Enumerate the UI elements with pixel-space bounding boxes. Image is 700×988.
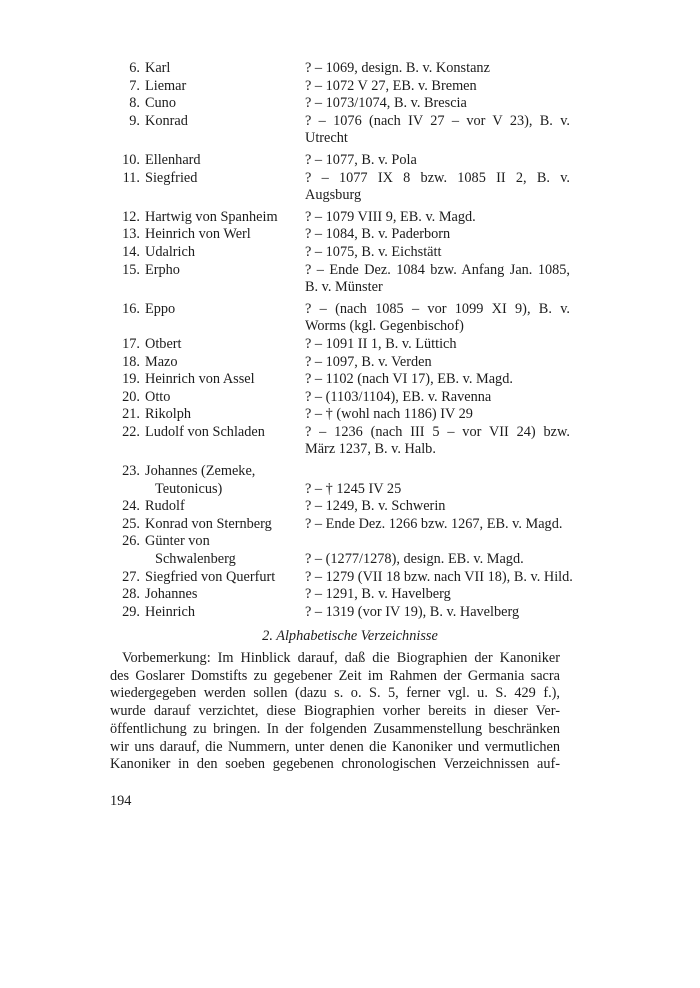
canon-entry (110, 60, 570, 78)
entry-name-line: Rudolf (145, 498, 185, 515)
entry-detail (305, 244, 570, 262)
entry-detail (305, 481, 570, 499)
canon-entry (110, 152, 570, 170)
entry-name (145, 244, 305, 262)
entry-detail-line: ? – † (wohl nach 1186) IV 29 (305, 406, 473, 423)
entry-name-line: Rikolph (145, 406, 192, 423)
canon-entry (110, 586, 570, 604)
entry-name (145, 533, 305, 568)
entry-number: 21. (122, 406, 140, 423)
entry-detail-line: Worms (kgl. Gegenbischof) (305, 318, 464, 335)
entry-detail-line: ? – Ende Dez. 1266 bzw. 1267, EB. v. Magd. (305, 515, 563, 532)
entry-name-line: Liemar (145, 77, 187, 94)
entry-detail (305, 170, 570, 205)
entry-name (145, 569, 305, 587)
entry-name (145, 209, 305, 227)
entry-number: 22. (122, 423, 140, 440)
entry-detail (305, 568, 573, 587)
entry-detail (305, 424, 570, 459)
entry-detail (305, 354, 570, 372)
entry-detail (305, 301, 570, 336)
entry-name (145, 152, 305, 170)
entry-detail-line: ? – 1084, B. v. Paderborn (305, 226, 451, 243)
entry-name (145, 226, 305, 244)
entry-detail-line: März 1237, B. v. Halb. (305, 441, 436, 458)
entry-detail-line: ? – 1291, B. v. Havelberg (305, 586, 451, 603)
entry-name-line: Mazo (145, 353, 178, 370)
entry-number: 6. (129, 60, 140, 76)
entry-detail (305, 262, 570, 297)
entry-detail-line: ? – 1279 (VII 18 bzw. nach VII 18), B. v. Hild. (305, 568, 573, 585)
entry-name (145, 170, 305, 188)
entry-detail-line: ? – (nach 1085 – vor 1099 XI 9), B. v. (305, 300, 570, 317)
entry-detail-line: ? – 1076 (nach IV 27 – vor V 23), B. v. (305, 112, 570, 129)
paragraph-line: öffentlichung zu bringen. In der folgenden Zusammenstellung beschränken (110, 720, 560, 737)
entry-number: 19. (122, 371, 140, 388)
entry-detail-line: ? – † 1245 IV 25 (305, 480, 402, 497)
entry-detail-line: ? – 1075, B. v. Eichstätt (305, 243, 442, 260)
entry-name (145, 463, 305, 498)
entry-detail (305, 152, 570, 170)
page-number: 194 (110, 793, 132, 809)
canon-entry (110, 389, 570, 407)
entry-number: 13. (122, 226, 140, 243)
entry-number: 20. (122, 388, 140, 405)
entry-detail-line: Utrecht (305, 130, 348, 147)
entry-name-line: Otbert (145, 335, 182, 352)
entry-name (145, 78, 305, 96)
entry-detail (305, 60, 570, 78)
entry-detail (305, 604, 570, 622)
canon-entry (110, 371, 570, 389)
entry-detail-line: ? – 1072 V 27, EB. v. Bremen (305, 77, 477, 94)
entry-detail (305, 78, 570, 96)
canon-entry (110, 113, 570, 148)
entry-name (145, 95, 305, 113)
entry-name-line: Heinrich (145, 603, 196, 620)
entry-name-line: Heinrich von Assel (145, 371, 255, 388)
canon-entry (110, 604, 570, 622)
entry-name-line: Siegfried von Querfurt (145, 568, 276, 585)
entry-detail-line: ? – 1102 (nach VI 17), EB. v. Magd. (305, 371, 513, 388)
entry-name-line: Erpho (145, 261, 180, 278)
entry-detail (305, 336, 570, 354)
entry-number: 14. (122, 243, 140, 260)
entry-detail (305, 389, 570, 407)
entry-name (145, 301, 305, 319)
entry-number: 8. (129, 95, 140, 112)
canon-entry (110, 336, 570, 354)
canon-entry (110, 78, 570, 96)
entry-name (145, 389, 305, 407)
entry-name-line: Otto (145, 388, 171, 405)
canon-entry (110, 226, 570, 244)
entry-name-line: Karl (145, 60, 171, 76)
entry-detail (305, 406, 570, 424)
entry-name-line: Siegfried (145, 169, 198, 186)
entry-number: 17. (122, 335, 140, 352)
canon-entry (110, 424, 570, 459)
entry-name-line: Eppo (145, 300, 176, 317)
entry-number: 25. (122, 515, 140, 532)
entry-name-line: Udalrich (145, 243, 196, 260)
entry-detail-line: ? – 1236 (nach III 5 – vor VII 24) bzw. (305, 423, 570, 440)
preliminary-remark-paragraph (110, 650, 560, 774)
entry-detail-line: ? – (1103/1104), EB. v. Ravenna (305, 388, 492, 405)
entry-detail (305, 516, 570, 534)
entry-name-line: Ludolf von Schladen (145, 423, 265, 440)
entry-detail-line: ? – 1079 VIII 9, EB. v. Magd. (305, 208, 476, 225)
entry-name (145, 424, 305, 442)
entry-number: 24. (122, 498, 140, 515)
entry-number: 29. (122, 603, 140, 620)
entry-name-line: Johannes (Zemeke, (145, 463, 256, 480)
canon-entry (110, 498, 570, 516)
paragraph-line: Vorbemerkung: Im Hinblick darauf, daß die Biographien der Kanoniker (122, 650, 560, 666)
entry-detail (305, 113, 570, 148)
entry-name-line: Johannes (145, 586, 198, 603)
entry-number: 12. (122, 208, 140, 225)
entry-detail (305, 498, 570, 516)
canon-entry (110, 516, 570, 534)
entry-name (145, 60, 305, 78)
entry-detail-line: ? – 1077 IX 8 bzw. 1085 II 2, B. v. (305, 169, 570, 186)
entry-number: 16. (122, 300, 140, 317)
entry-detail (305, 226, 570, 244)
entry-name (145, 336, 305, 354)
entry-detail-line: Augsburg (305, 187, 362, 204)
paragraph-line: wir uns darauf, die Nummern, unter denen die Kanoniker und vermutlichen (110, 738, 560, 755)
canon-entry (110, 301, 570, 336)
entry-number: 10. (122, 151, 140, 168)
entry-name-line: Günter von (145, 533, 210, 550)
canon-entry (110, 533, 570, 568)
entry-name-line: Heinrich von Werl (145, 226, 251, 243)
entry-name-line: Cuno (145, 95, 176, 112)
section-heading: 2. Alphabetische Verzeichnisse (262, 628, 438, 644)
entry-name-line: Konrad von Sternberg (145, 515, 272, 532)
entry-detail-line: ? – 1091 II 1, B. v. Lüttich (305, 335, 457, 352)
canon-entry (110, 406, 570, 424)
entry-detail-line: ? – 1097, B. v. Verden (305, 353, 432, 370)
entry-name (145, 113, 305, 131)
entry-detail-line: ? – 1319 (vor IV 19), B. v. Havelberg (305, 603, 520, 620)
entry-detail-line: ? – 1073/1074, B. v. Brescia (305, 95, 467, 112)
paragraph-line: des Goslarer Domstifts zu gegebener Zeit im Rahmen der Germania sacra (110, 667, 560, 684)
entry-name (145, 371, 305, 389)
entry-name-line: Konrad (145, 112, 188, 129)
paragraph-line: wurde darauf verzichtet, diese Biographien vorher bereits in dieser Ver- (110, 703, 560, 720)
entry-name (145, 586, 305, 604)
entry-detail-line: B. v. Münster (305, 279, 383, 296)
paragraph-line: wiedergegeben werden sollen (dazu s. o. S. 5, ferner vgl. u. S. 429 f.), (110, 685, 560, 702)
paragraph-line: Kanoniker in den soeben gegebenen chronologischen Verzeichnissen auf- (110, 756, 560, 773)
entry-name (145, 498, 305, 516)
entry-number: 23. (122, 463, 140, 480)
entry-detail (305, 209, 570, 227)
canon-entry (110, 209, 570, 227)
entry-detail-line: ? – 1069, design. B. v. Konstanz (305, 60, 490, 76)
entry-name-line: Teutonicus) (155, 480, 223, 497)
canon-entry (110, 463, 570, 498)
entry-detail-line: ? – Ende Dez. 1084 bzw. Anfang Jan. 1085, (305, 261, 570, 278)
entry-number: 18. (122, 353, 140, 370)
canon-list (110, 60, 573, 621)
entry-number: 15. (122, 261, 140, 278)
canon-entry (110, 568, 573, 587)
entry-number: 26. (122, 533, 140, 550)
entry-name-line: Ellenhard (145, 151, 201, 168)
entry-number: 27. (122, 568, 140, 585)
entry-name (145, 516, 305, 534)
entry-number: 11. (122, 169, 140, 186)
entry-detail-line: ? – 1249, B. v. Schwerin (305, 498, 446, 515)
canon-entry (110, 354, 570, 372)
entry-name (145, 354, 305, 372)
entry-detail (305, 95, 570, 113)
entry-detail-line: ? – (1277/1278), design. EB. v. Magd. (305, 551, 524, 568)
canon-entry (110, 244, 570, 262)
canon-entry (110, 170, 570, 205)
entry-name (145, 406, 305, 424)
entry-name-line: Hartwig von Spanheim (145, 208, 278, 225)
canon-entry (110, 95, 570, 113)
entry-detail (305, 551, 570, 569)
entry-detail-line: ? – 1077, B. v. Pola (305, 151, 417, 168)
entry-name (145, 262, 305, 280)
entry-number: 9. (129, 112, 140, 129)
canon-entry (110, 262, 570, 297)
entry-name-line: Schwalenberg (155, 551, 236, 568)
entry-detail (305, 371, 570, 389)
entry-name (145, 604, 305, 622)
entry-detail (305, 586, 570, 604)
entry-number: 7. (129, 77, 140, 94)
entry-number: 28. (122, 586, 140, 603)
